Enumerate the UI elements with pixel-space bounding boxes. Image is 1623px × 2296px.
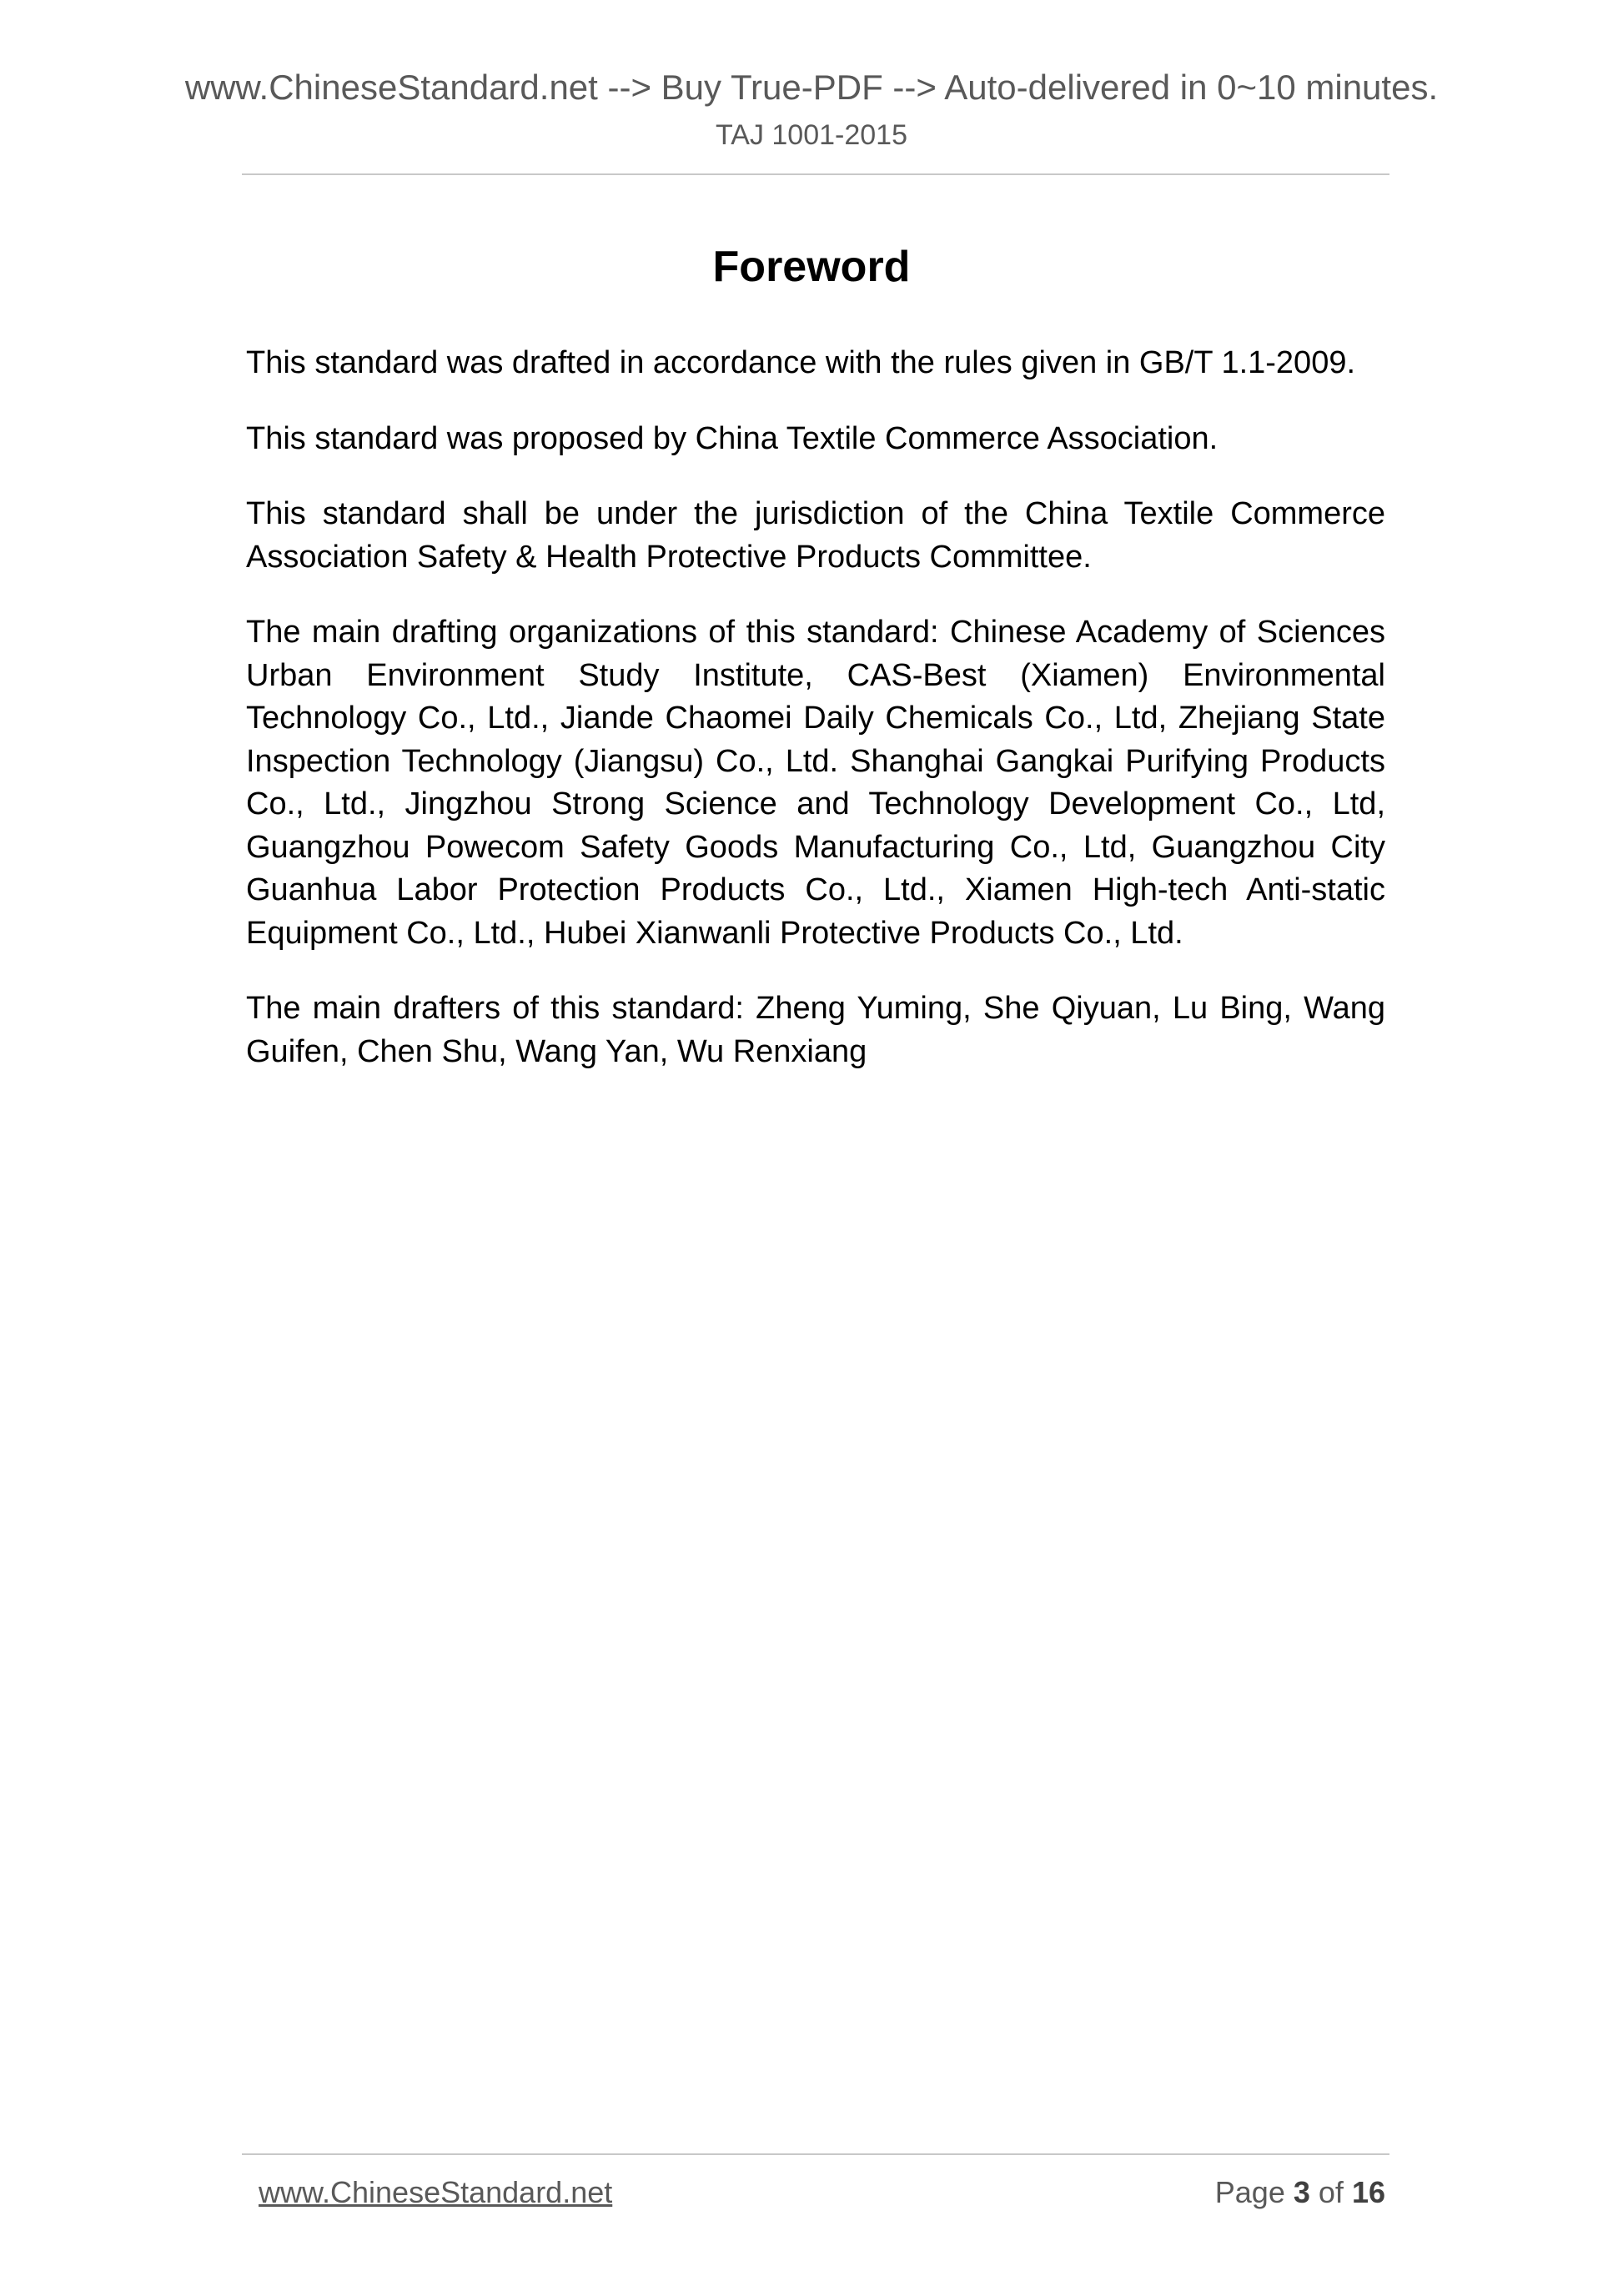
page-number	[1215, 2173, 1385, 2212]
paragraph-jurisdiction: This standard shall be under the jurisdiction of the China Textile Commerce Association Safety & Health Protective Products Committee.	[246, 496, 1385, 575]
paragraph-drafting-organizations: The main drafting organizations of this standard: Chinese Academy of Sciences Urban Environment Study Institute, CAS-Best (Xiamen) Environmental Technology Co., Ltd., Jiande Chaomei Daily Chemicals Co., Ltd, Zhejiang State Inspection Technology (Jiangsu) Co., Ltd. Shanghai Gangkai Purifying Products Co., Ltd., Jingzhou Strong Science and Technology Development Co., Ltd, Guangzhou Powecom Safety Goods Manufacturing Co., Ltd, Guangzhou City Guanhua Labor Protection Products Co., Ltd., Xiamen High-tech Anti-static Equipment Co., Ltd., Hubei Xianwanli Protective Products Co., Ltd.	[246, 615, 1385, 951]
header-banner: www.ChineseStandard.net --> Buy True-PDF --> Auto-delivered in 0~10 minutes.	[184, 68, 1439, 107]
paragraph-proposed-by: This standard was proposed by China Textile Commerce Association.	[246, 420, 1219, 456]
paragraph-drafting-rules: This standard was drafted in accordance with the rules given in GB/T 1.1-2009.	[246, 345, 1356, 380]
page-title: Foreword	[712, 243, 911, 291]
standard-code: TAJ 1001-2015	[716, 119, 907, 151]
page-total: 16	[1351, 2175, 1385, 2209]
footer-website-link[interactable]: www.ChineseStandard.net	[259, 2175, 613, 2209]
foreword-body	[246, 342, 1385, 1106]
page-prefix: Page	[1214, 2175, 1285, 2209]
paragraph-drafters: The main drafters of this standard: Zheng Yuming, She Qiyuan, Lu Bing, Wang Guifen, Chen Shu, Wang Yan, Wu Renxiang	[246, 991, 1385, 1069]
footer-divider	[242, 2153, 1389, 2155]
header-divider	[242, 173, 1389, 175]
page-of: of	[1318, 2175, 1344, 2209]
page-current: 3	[1293, 2175, 1310, 2209]
